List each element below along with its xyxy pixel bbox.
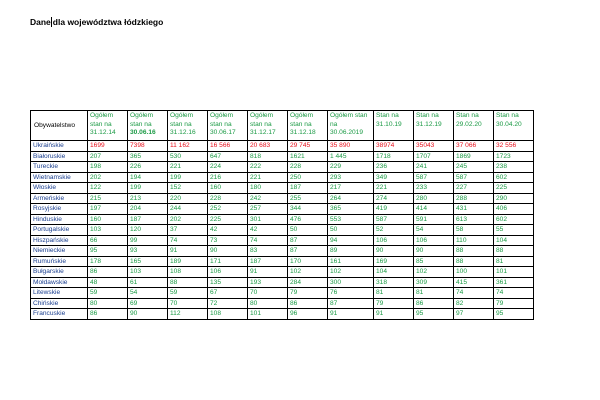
value-cell: 222 <box>248 162 288 173</box>
value-cell: 613 <box>454 214 494 225</box>
value-cell: 476 <box>288 214 328 225</box>
value-cell: 257 <box>248 204 288 215</box>
value-cell: 122 <box>88 183 128 194</box>
value-cell: 7398 <box>128 141 168 152</box>
table-row <box>31 246 534 257</box>
value-cell: 344 <box>288 204 328 215</box>
value-cell: 37 <box>168 225 208 236</box>
value-cell: 228 <box>288 162 328 173</box>
value-cell: 95 <box>414 309 454 320</box>
citizenship-name-cell: Chińskie <box>31 298 88 309</box>
value-cell: 81 <box>494 256 534 267</box>
value-cell: 221 <box>168 162 208 173</box>
column-header-date: 30.04.20 <box>496 120 522 128</box>
value-cell: 187 <box>248 256 288 267</box>
value-cell: 602 <box>494 172 534 183</box>
value-cell: 160 <box>208 183 248 194</box>
value-cell: 189 <box>168 256 208 267</box>
value-cell: 199 <box>168 172 208 183</box>
value-cell: 70 <box>168 298 208 309</box>
value-cell: 50 <box>328 225 374 236</box>
citizenship-name-cell: Litewskie <box>31 288 88 299</box>
citizenship-name-cell: Rosyjskie <box>31 204 88 215</box>
table-row <box>31 151 534 162</box>
value-cell: 79 <box>494 298 534 309</box>
value-cell: 241 <box>414 162 454 173</box>
value-cell: 42 <box>208 225 248 236</box>
value-cell: 530 <box>168 151 208 162</box>
value-cell: 226 <box>128 162 168 173</box>
value-cell: 1723 <box>494 151 534 162</box>
value-cell: 90 <box>374 246 414 257</box>
value-cell: 187 <box>288 183 328 194</box>
citizenship-name-cell: Bułgarskie <box>31 267 88 278</box>
value-cell: 88 <box>494 246 534 257</box>
value-cell: 1707 <box>414 151 454 162</box>
value-cell: 59 <box>88 288 128 299</box>
table-body <box>31 141 534 320</box>
value-cell: 1 445 <box>328 151 374 162</box>
value-cell: 1699 <box>88 141 128 152</box>
value-cell: 187 <box>128 214 168 225</box>
value-cell: 591 <box>414 214 454 225</box>
value-cell: 83 <box>248 246 288 257</box>
value-cell: 221 <box>248 172 288 183</box>
column-header-date: 31.12.16 <box>170 129 196 137</box>
value-cell: 587 <box>454 172 494 183</box>
value-cell: 74 <box>454 288 494 299</box>
value-cell: 102 <box>288 267 328 278</box>
value-cell: 309 <box>414 277 454 288</box>
value-cell: 91 <box>168 246 208 257</box>
column-header <box>88 111 128 141</box>
value-cell: 70 <box>248 288 288 299</box>
value-cell: 103 <box>128 267 168 278</box>
value-cell: 245 <box>454 162 494 173</box>
value-cell: 290 <box>494 193 534 204</box>
value-cell: 94 <box>328 235 374 246</box>
value-cell: 76 <box>328 288 374 299</box>
column-header-label: Stan na <box>416 112 439 119</box>
value-cell: 197 <box>88 204 128 215</box>
value-cell: 152 <box>168 183 208 194</box>
column-header-date: 31.12.17 <box>250 129 276 137</box>
value-cell: 1621 <box>288 151 328 162</box>
table-row <box>31 277 534 288</box>
value-cell: 120 <box>128 225 168 236</box>
value-cell: 90 <box>414 246 454 257</box>
value-cell: 91 <box>248 267 288 278</box>
value-cell: 80 <box>88 298 128 309</box>
table-row <box>31 141 534 152</box>
value-cell: 73 <box>208 235 248 246</box>
value-cell: 88 <box>454 256 494 267</box>
table-row <box>31 267 534 278</box>
value-cell: 69 <box>128 298 168 309</box>
citizenship-name-cell: Ukraińskie <box>31 141 88 152</box>
citizenship-name-cell: Armeńskie <box>31 193 88 204</box>
value-cell: 293 <box>328 172 374 183</box>
column-header-label: Stan na <box>376 112 399 119</box>
table-row <box>31 204 534 215</box>
value-cell: 365 <box>128 151 168 162</box>
column-header <box>288 111 328 141</box>
value-cell: 67 <box>208 288 248 299</box>
table-row <box>31 193 534 204</box>
value-cell: 216 <box>208 172 248 183</box>
value-cell: 58 <box>454 225 494 236</box>
value-cell: 818 <box>248 151 288 162</box>
value-cell: 135 <box>208 277 248 288</box>
table-row <box>31 288 534 299</box>
value-cell: 90 <box>208 246 248 257</box>
column-header-date: 31.12.14 <box>90 129 116 137</box>
column-header-label: Stan na <box>456 112 479 119</box>
column-header-label: Stan na <box>496 112 519 119</box>
value-cell: 37 066 <box>454 141 494 152</box>
value-cell: 59 <box>168 288 208 299</box>
citizenship-name-cell: Włoskie <box>31 183 88 194</box>
value-cell: 87 <box>288 235 328 246</box>
value-cell: 280 <box>414 193 454 204</box>
value-cell: 264 <box>328 193 374 204</box>
value-cell: 29 745 <box>288 141 328 152</box>
document-title-part-2: dla województwa łódzkiego <box>52 17 164 27</box>
value-cell: 55 <box>494 225 534 236</box>
value-cell: 54 <box>128 288 168 299</box>
table-row <box>31 225 534 236</box>
value-cell: 194 <box>128 172 168 183</box>
value-cell: 102 <box>328 267 374 278</box>
value-cell: 587 <box>414 172 454 183</box>
value-cell: 74 <box>494 288 534 299</box>
citizenship-name-cell: Tureckie <box>31 162 88 173</box>
value-cell: 161 <box>328 256 374 267</box>
value-cell: 1869 <box>454 151 494 162</box>
value-cell: 66 <box>88 235 128 246</box>
table-row <box>31 162 534 173</box>
value-cell: 108 <box>168 267 208 278</box>
value-cell: 431 <box>454 204 494 215</box>
value-cell: 236 <box>374 162 414 173</box>
table-row <box>31 214 534 225</box>
column-header <box>494 111 534 141</box>
value-cell: 96 <box>288 309 328 320</box>
value-cell: 106 <box>208 267 248 278</box>
value-cell: 207 <box>88 151 128 162</box>
column-header <box>168 111 208 141</box>
value-cell: 170 <box>288 256 328 267</box>
value-cell: 242 <box>248 193 288 204</box>
value-cell: 238 <box>494 162 534 173</box>
value-cell: 86 <box>414 298 454 309</box>
value-cell: 178 <box>88 256 128 267</box>
value-cell: 221 <box>374 183 414 194</box>
value-cell: 87 <box>328 298 374 309</box>
column-header <box>454 111 494 141</box>
value-cell: 48 <box>88 277 128 288</box>
value-cell: 35 890 <box>328 141 374 152</box>
value-cell: 198 <box>88 162 128 173</box>
table-row <box>31 235 534 246</box>
value-cell: 225 <box>208 214 248 225</box>
value-cell: 88 <box>168 277 208 288</box>
value-cell: 95 <box>88 246 128 257</box>
value-cell: 180 <box>248 183 288 194</box>
document-title <box>30 17 163 27</box>
value-cell: 79 <box>374 298 414 309</box>
value-cell: 95 <box>494 309 534 320</box>
value-cell: 81 <box>374 288 414 299</box>
citizenship-name-cell: Niemieckie <box>31 246 88 257</box>
value-cell: 274 <box>374 193 414 204</box>
value-cell: 602 <box>494 214 534 225</box>
value-cell: 244 <box>168 204 208 215</box>
value-cell: 647 <box>208 151 248 162</box>
column-header-date: 30.06.17 <box>210 129 236 137</box>
value-cell: 202 <box>168 214 208 225</box>
value-cell: 87 <box>288 246 328 257</box>
value-cell: 318 <box>374 277 414 288</box>
value-cell: 165 <box>128 256 168 267</box>
value-cell: 169 <box>374 256 414 267</box>
column-header-label: Ogółem stan na <box>290 112 314 128</box>
value-cell: 89 <box>328 246 374 257</box>
value-cell: 81 <box>414 288 454 299</box>
value-cell: 553 <box>328 214 374 225</box>
value-cell: 52 <box>374 225 414 236</box>
table-row <box>31 183 534 194</box>
value-cell: 193 <box>248 277 288 288</box>
column-header-date: 30.06.2019 <box>330 129 364 137</box>
value-cell: 35043 <box>414 141 454 152</box>
value-cell: 288 <box>454 193 494 204</box>
column-header <box>248 111 288 141</box>
document-title-part-1: Dane <box>30 17 51 27</box>
citizenship-name-cell: Hinduskie <box>31 214 88 225</box>
column-header-label: Ogółem stan na <box>170 112 194 128</box>
value-cell: 419 <box>374 204 414 215</box>
value-cell: 110 <box>454 235 494 246</box>
value-cell: 255 <box>288 193 328 204</box>
value-cell: 100 <box>454 267 494 278</box>
value-cell: 252 <box>208 204 248 215</box>
citizenship-name-cell: Francuskie <box>31 309 88 320</box>
value-cell: 300 <box>328 277 374 288</box>
citizenship-name-cell: Rumuńskie <box>31 256 88 267</box>
value-cell: 86 <box>88 267 128 278</box>
value-cell: 74 <box>168 235 208 246</box>
value-cell: 301 <box>248 214 288 225</box>
value-cell: 106 <box>414 235 454 246</box>
value-cell: 406 <box>494 204 534 215</box>
value-cell: 88 <box>454 246 494 257</box>
value-cell: 414 <box>414 204 454 215</box>
value-cell: 365 <box>328 204 374 215</box>
column-header-label: Ogółem stan na <box>210 112 234 128</box>
column-header-label: Ogółem stan na <box>90 112 114 128</box>
value-cell: 102 <box>414 267 454 278</box>
table-row <box>31 298 534 309</box>
value-cell: 204 <box>128 204 168 215</box>
value-cell: 93 <box>128 246 168 257</box>
citizenship-name-cell: Portugalskie <box>31 225 88 236</box>
value-cell: 202 <box>88 172 128 183</box>
value-cell: 104 <box>374 267 414 278</box>
value-cell: 224 <box>208 162 248 173</box>
column-header <box>414 111 454 141</box>
value-cell: 42 <box>248 225 288 236</box>
value-cell: 86 <box>88 309 128 320</box>
value-cell: 20 683 <box>248 141 288 152</box>
value-cell: 82 <box>454 298 494 309</box>
value-cell: 32 556 <box>494 141 534 152</box>
value-cell: 227 <box>454 183 494 194</box>
value-cell: 104 <box>494 235 534 246</box>
value-cell: 101 <box>494 267 534 278</box>
citizenship-data-table <box>30 110 534 320</box>
value-cell: 54 <box>414 225 454 236</box>
value-cell: 85 <box>414 256 454 267</box>
value-cell: 217 <box>328 183 374 194</box>
value-cell: 229 <box>328 162 374 173</box>
table-row <box>31 309 534 320</box>
column-header-citizenship: Obywatelstwo <box>31 111 88 141</box>
value-cell: 199 <box>128 183 168 194</box>
value-cell: 112 <box>168 309 208 320</box>
value-cell: 284 <box>288 277 328 288</box>
value-cell: 587 <box>374 214 414 225</box>
column-header-date: 31.12.18 <box>290 129 316 137</box>
column-header-label: Ogółem stan na <box>250 112 274 128</box>
value-cell: 101 <box>248 309 288 320</box>
table-row <box>31 172 534 183</box>
table-row <box>31 256 534 267</box>
value-cell: 215 <box>88 193 128 204</box>
value-cell: 50 <box>288 225 328 236</box>
value-cell: 72 <box>208 298 248 309</box>
value-cell: 86 <box>288 298 328 309</box>
value-cell: 79 <box>288 288 328 299</box>
citizenship-name-cell: Wietnamskie <box>31 172 88 183</box>
column-header-date: 29.02.20 <box>456 120 482 128</box>
value-cell: 250 <box>288 172 328 183</box>
value-cell: 90 <box>128 309 168 320</box>
value-cell: 91 <box>374 309 414 320</box>
column-header-date: 31.12.19 <box>416 120 442 128</box>
column-header <box>128 111 168 141</box>
value-cell: 228 <box>208 193 248 204</box>
column-header <box>208 111 248 141</box>
value-cell: 103 <box>88 225 128 236</box>
citizenship-name-cell: Hiszpańskie <box>31 235 88 246</box>
value-cell: 16 566 <box>208 141 248 152</box>
value-cell: 97 <box>454 309 494 320</box>
value-cell: 1718 <box>374 151 414 162</box>
value-cell: 361 <box>494 277 534 288</box>
value-cell: 160 <box>88 214 128 225</box>
value-cell: 74 <box>248 235 288 246</box>
value-cell: 233 <box>414 183 454 194</box>
column-header-label: Ogółem stan na <box>330 112 368 128</box>
value-cell: 108 <box>208 309 248 320</box>
table-header-row <box>31 111 534 141</box>
column-header <box>374 111 414 141</box>
citizenship-name-cell: Mołdawskie <box>31 277 88 288</box>
column-header-date: 31.10.19 <box>376 120 402 128</box>
value-cell: 171 <box>208 256 248 267</box>
value-cell: 38974 <box>374 141 414 152</box>
value-cell: 61 <box>128 277 168 288</box>
column-header-date: 30.06.16 <box>130 129 156 137</box>
citizenship-name-cell: Białoruskie <box>31 151 88 162</box>
value-cell: 99 <box>128 235 168 246</box>
value-cell: 91 <box>328 309 374 320</box>
value-cell: 225 <box>494 183 534 194</box>
value-cell: 415 <box>454 277 494 288</box>
value-cell: 11 162 <box>168 141 208 152</box>
value-cell: 80 <box>248 298 288 309</box>
column-header <box>328 111 374 141</box>
column-header-label: Ogółem stan na <box>130 112 154 128</box>
value-cell: 213 <box>128 193 168 204</box>
value-cell: 349 <box>374 172 414 183</box>
value-cell: 106 <box>374 235 414 246</box>
value-cell: 220 <box>168 193 208 204</box>
